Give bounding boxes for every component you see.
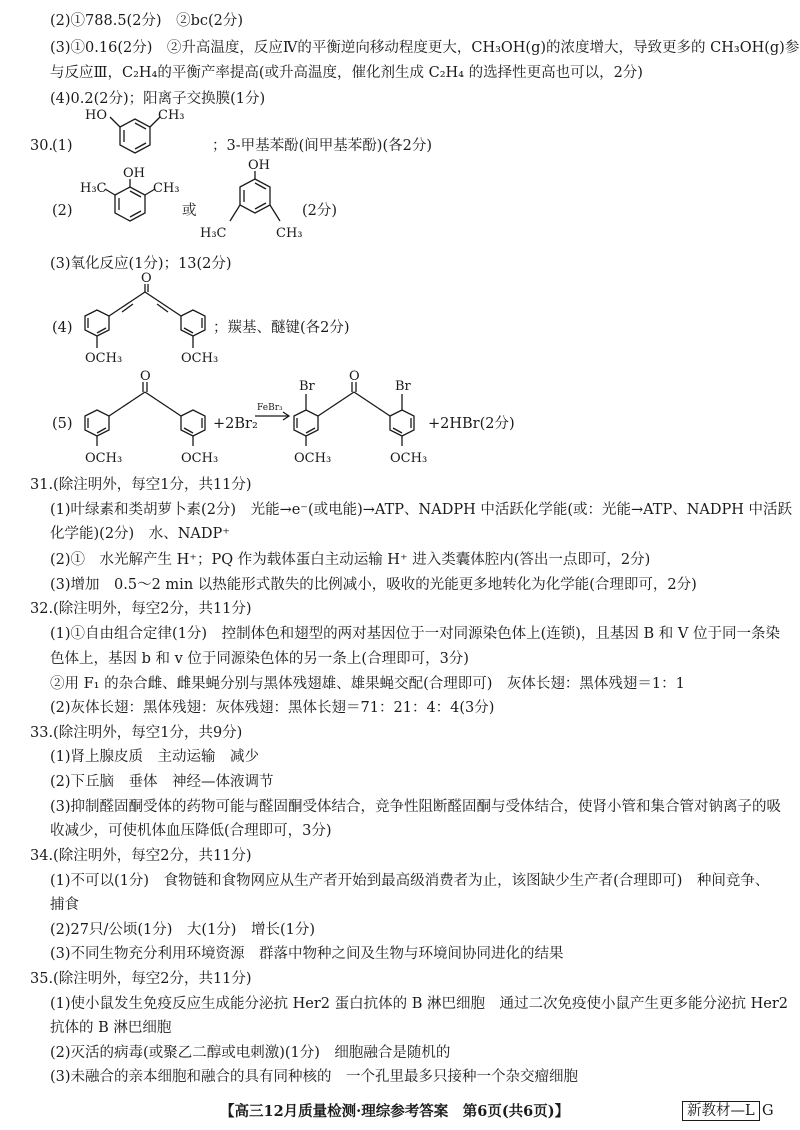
methyl-label: H₃C xyxy=(200,226,227,241)
q29-part2: (2)①788.5(2分) ②bc(2分) xyxy=(50,13,244,29)
hydroxyl-label: OH xyxy=(248,158,270,173)
q33-part1: (1)肾上腺皮质 主动运输 减少 xyxy=(50,749,260,765)
methoxy-label: OCH₃ xyxy=(85,451,123,466)
q34-part2: (2)27只/公顷(1分) 大(1分) 增长(1分) xyxy=(50,922,315,938)
q30-part5-reagent: +2Br₂ xyxy=(213,416,258,432)
q33-part2: (2)下丘脑 垂体 神经—体液调节 xyxy=(50,774,274,790)
methyl-label: CH₃ xyxy=(153,181,180,196)
q31-part1-line1: (1)叶绿素和类胡萝卜素(2分) 光能→e⁻(或电能)→ATP、NADPH 中活跃化学能(或：光能→ATP、NADPH 中活跃 xyxy=(50,502,793,518)
bromine-label: Br xyxy=(395,379,411,394)
q31-part3: (3)增加 0.5～2 min 以热能形式散失的比例减小，吸收的光能更多地转化为化学能(合理即可，2分) xyxy=(50,577,697,593)
q32-part1-line2: 色体上，基因 b 和 v 位于同源染色体的另一条上(合理即可，3分) xyxy=(50,651,469,667)
footer-title: 【高三12月质量检测·理综参考答案 第6页(共6页)】 xyxy=(220,1103,570,1120)
carbonyl-oxygen-label: O xyxy=(141,271,152,286)
q29-part3-line1: (3)①0.16(2分) ②升高温度，反应Ⅳ的平衡逆向移动程度更大，CH₃OH(g)的浓度增大，导致更多的 CH₃OH(g)参 xyxy=(50,40,800,56)
q30-part5-label: (5) xyxy=(52,416,73,432)
q32-part1-sub2: ②用 F₁ 的杂合雌、雌果蝇分别与黑体残翅雄、雄果蝇交配(合理即可) 灰体长翅：黑体残翅＝1：1 xyxy=(50,676,685,692)
q30-part1-answer: ；3-甲基苯酚(间甲基苯酚)(各2分) xyxy=(212,138,432,154)
q31-header: 31.(除注明外，每空1分，共11分) xyxy=(30,477,252,493)
structure-3-methylphenol xyxy=(80,105,210,170)
methoxy-label: OCH₃ xyxy=(294,451,332,466)
q30-part3: (3)氧化反应(1分)；13(2分) xyxy=(50,256,232,272)
q34-part3: (3)不同生物充分利用环境资源 群落中物种之间及生物与环境间协同进化的结果 xyxy=(50,946,564,962)
q35-part3: (3)未融合的亲本细胞和融合的具有同种核的 一个孔里最多只接种一个杂交瘤细胞 xyxy=(50,1069,579,1085)
hydroxyl-label: HO xyxy=(85,108,107,123)
q29-part3-line2: 与反应Ⅲ，C₂H₄的平衡产率提高(或升高温度，催化剂生成 C₂H₄ 的选择性更高也可以，2分) xyxy=(50,65,643,81)
q30-number: 30. xyxy=(30,138,54,154)
q30-part2-or: 或 xyxy=(182,203,197,219)
q35-part2: (2)灭活的病毒(或聚乙二醇或电刺激)(1分) 细胞融合是随机的 xyxy=(50,1045,451,1061)
hydroxyl-label: OH xyxy=(123,166,145,181)
structure-dibromo-ketone xyxy=(280,369,428,467)
methyl-label: CH₃ xyxy=(276,226,303,241)
q33-header: 33.(除注明外，每空1分，共9分) xyxy=(30,725,243,741)
q31-part2: (2)① 水光解产生 H⁺；PQ 作为载体蛋白主动运输 H⁺ 进入类囊体腔内(答出一点即可，2分) xyxy=(50,552,651,568)
page-footer xyxy=(0,1100,800,1122)
q34-part1-line2: 捕食 xyxy=(50,897,79,913)
q30-part2-score: (2分) xyxy=(302,203,338,219)
q32-header: 32.(除注明外，每空2分，共11分) xyxy=(30,601,252,617)
footer-version: G xyxy=(762,1103,774,1119)
q35-part1-line2: 抗体的 B 淋巴细胞 xyxy=(50,1020,172,1036)
q35-part1-line1: (1)使小鼠发生免疫反应生成能分泌抗 Her2 蛋白抗体的 B 淋巴细胞 通过二次免疫使小鼠产生更多能分泌抗 Her2 xyxy=(50,996,789,1012)
q33-part3-line2: 收减少，可使机体血压降低(合理即可，3分) xyxy=(50,823,332,839)
structure-dienone-dimethoxy xyxy=(75,271,219,370)
bromine-label: Br xyxy=(299,379,315,394)
methoxy-label: OCH₃ xyxy=(390,451,428,466)
structure-saturated-ketone xyxy=(75,369,219,467)
carbonyl-oxygen-label: O xyxy=(349,369,360,384)
q30-part4-label: (4) xyxy=(52,320,73,336)
q32-part1-line1: (1)①自由组合定律(1分) 控制体色和翅型的两对基因位于一对同源染色体上(连锁)，且基因 B 和 V 位于同一条染 xyxy=(50,626,780,642)
q30-part2-label: (2) xyxy=(52,203,73,219)
q32-part2: (2)灰体长翅：黑体残翅：灰体残翅：黑体长翅＝71：21：4：4(3分) xyxy=(50,700,495,716)
edition-badge: 新教材—L xyxy=(682,1101,760,1121)
catalyst-label: FeBr₃ xyxy=(257,403,283,413)
q30-part5-product: +2HBr(2分) xyxy=(428,416,515,432)
q35-header: 35.(除注明外，每空2分，共11分) xyxy=(30,971,252,987)
methoxy-label: OCH₃ xyxy=(181,451,219,466)
q29-part4: (4)0.2(2分)；阳离子交换膜(1分) xyxy=(50,91,266,107)
carbonyl-oxygen-label: O xyxy=(140,369,151,384)
methoxy-label: OCH₃ xyxy=(181,351,219,366)
q31-part1-line2: 化学能)(2分) 水、NADP⁺ xyxy=(50,526,230,542)
q34-part1-line1: (1)不可以(1分) 食物链和食物网应从生产者开始到最高级消费者为止，该图缺少生产者(合理即可) 种间竞争、 xyxy=(50,873,770,889)
methyl-label: CH₃ xyxy=(158,108,185,123)
q34-header: 34.(除注明外，每空2分，共11分) xyxy=(30,848,252,864)
q30-part1-label: (1) xyxy=(52,138,73,154)
structure-2-6-dimethylphenol xyxy=(80,165,190,245)
structure-3-5-dimethylphenol xyxy=(200,158,310,250)
q33-part3-line1: (3)抑制醛固酮受体的药物可能与醛固酮受体结合，竞争性阻断醛固酮与受体结合，使肾小管和集合管对钠离子的吸 xyxy=(50,799,782,815)
q30-part4-answer: ；羰基、醚键(各2分) xyxy=(213,320,350,336)
methyl-label: H₃C xyxy=(80,181,107,196)
methoxy-label: OCH₃ xyxy=(85,351,123,366)
